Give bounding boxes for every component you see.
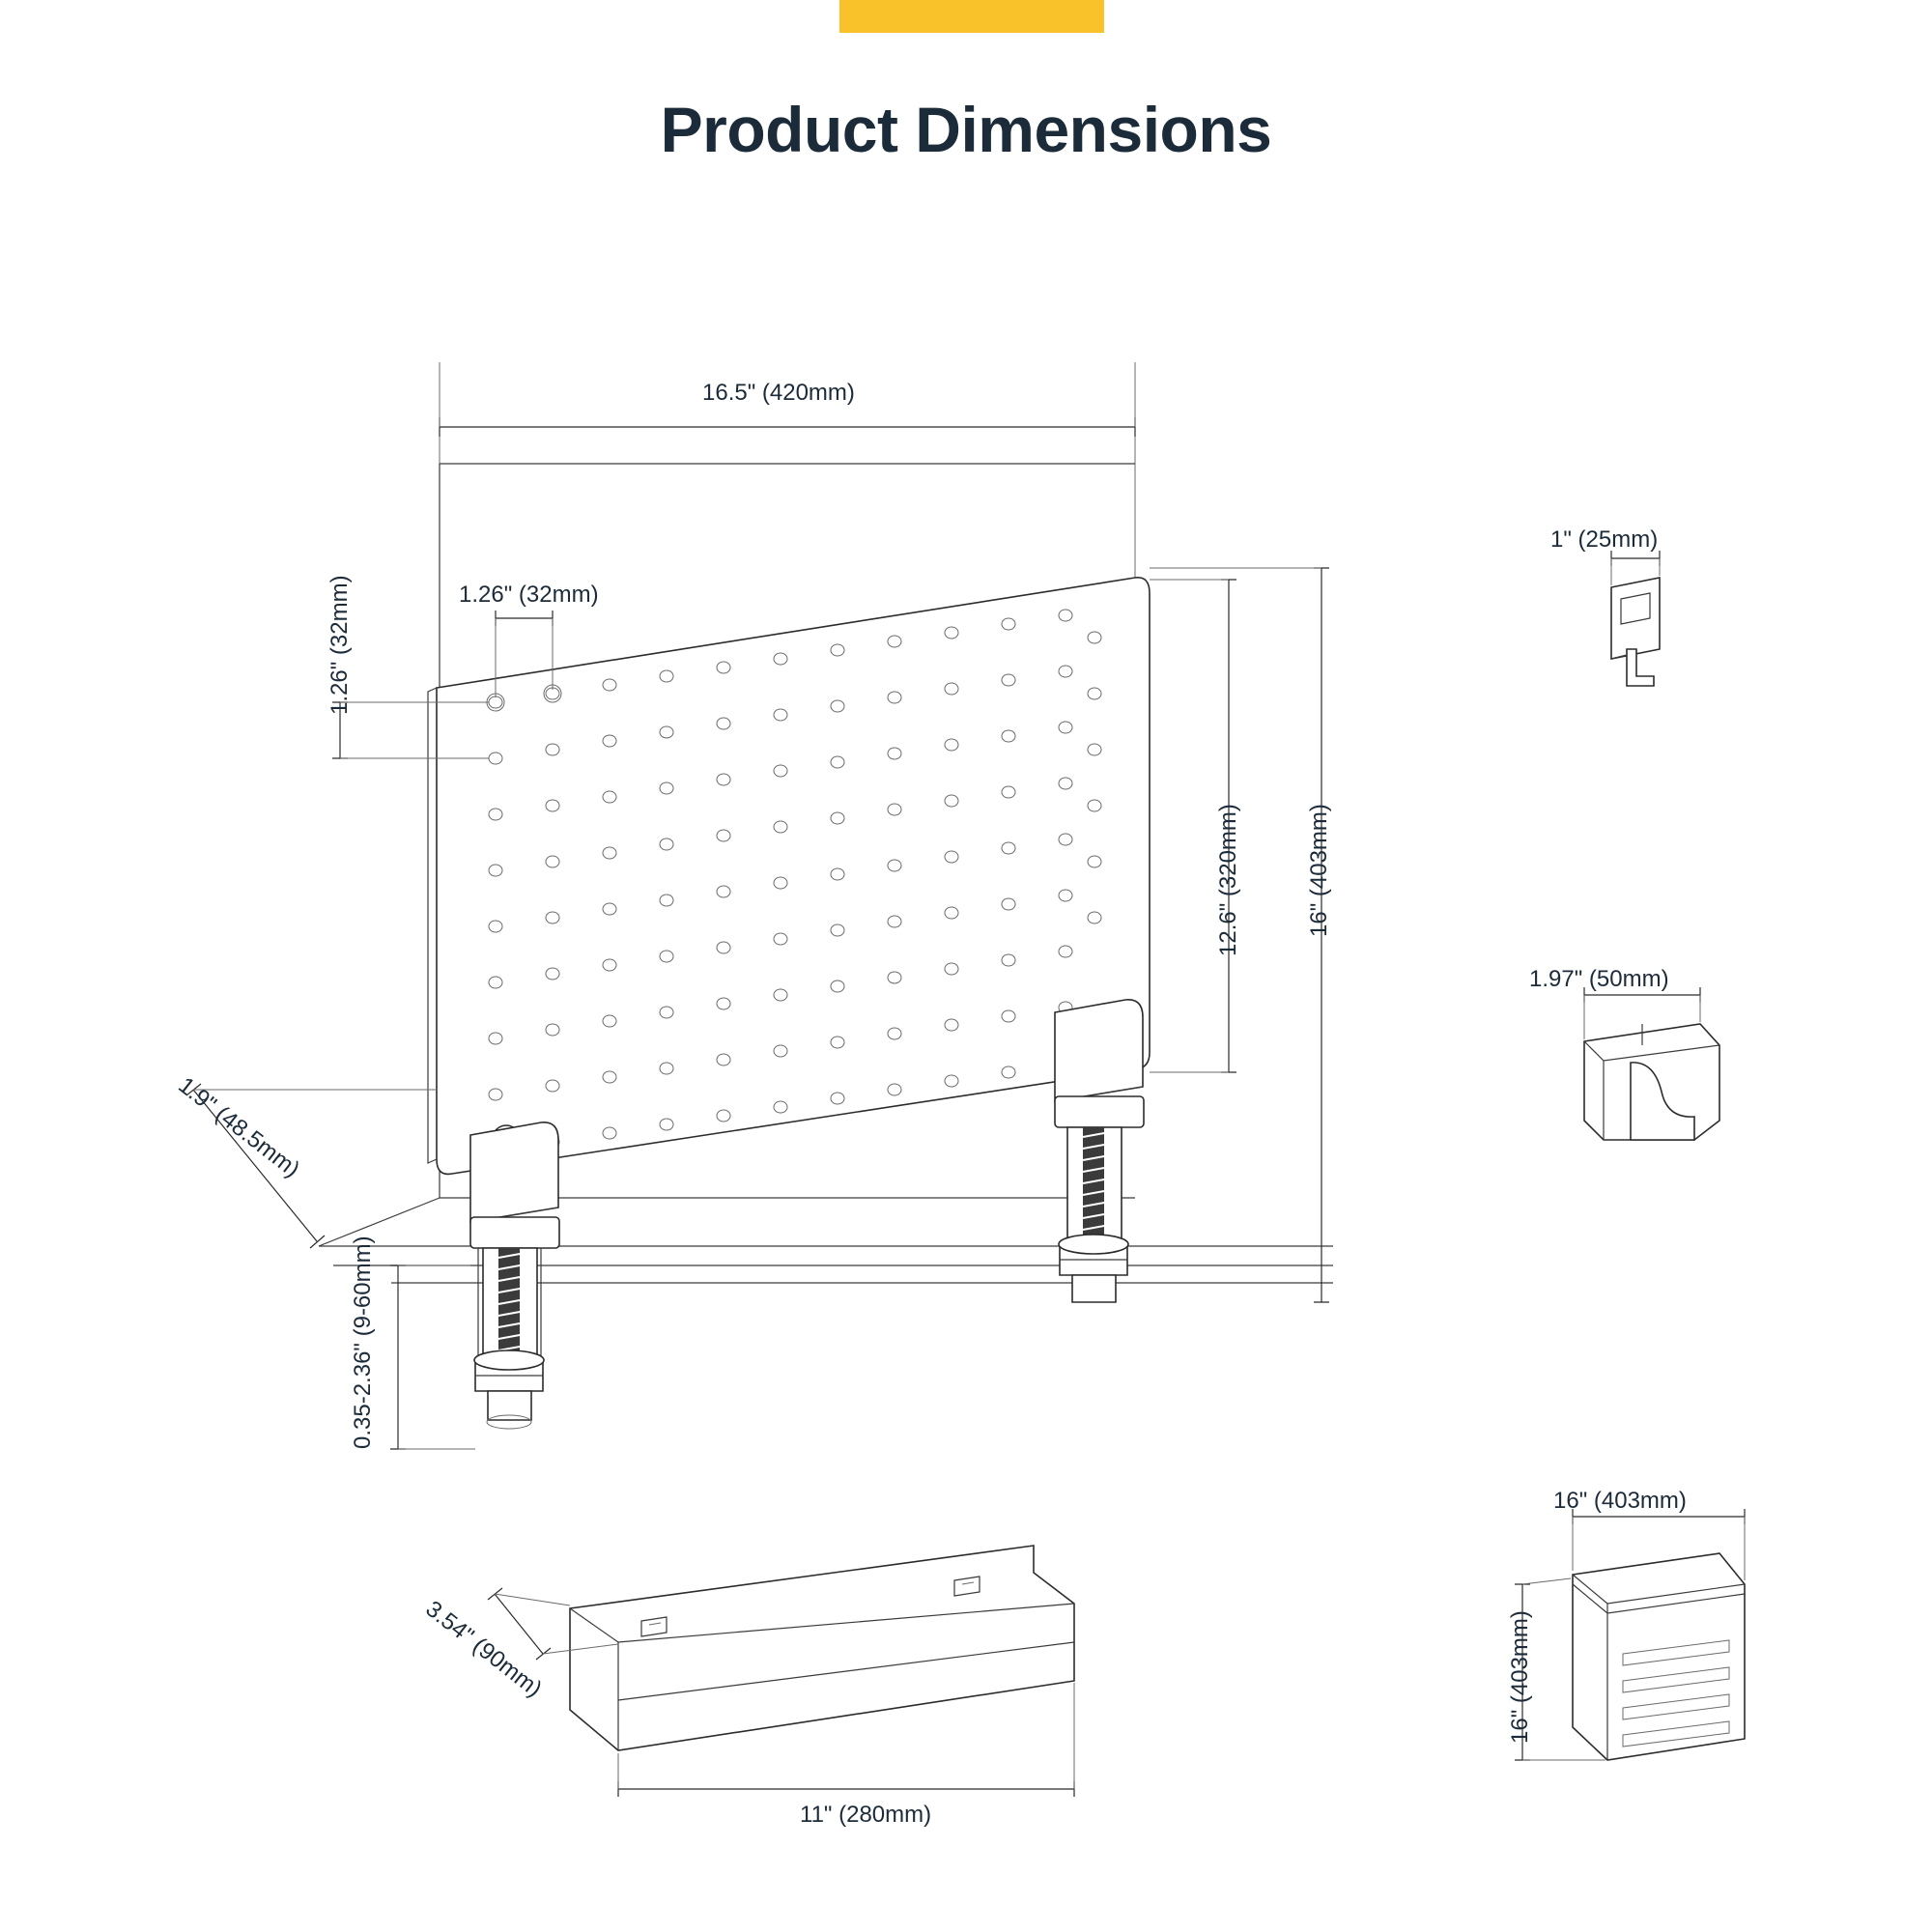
hook-accessory-drawing <box>1611 551 1660 686</box>
page-title: Product Dimensions <box>660 94 1272 165</box>
dim-hole-pitch-vertical: 1.26" (32mm) <box>327 575 353 715</box>
basket-accessory-drawing <box>1515 1509 1745 1760</box>
dim-shelf-depth: 3.54" (90mm) <box>420 1596 547 1703</box>
dim-basket-height: 16" (403mm) <box>1507 1610 1533 1744</box>
headphone-holder-drawing <box>1584 987 1719 1140</box>
shelf-accessory-drawing <box>488 1546 1074 1797</box>
right-clamp <box>1055 1000 1144 1302</box>
dim-panel-width: 16.5" (420mm) <box>702 380 855 406</box>
dim-hook-width: 1" (25mm) <box>1550 526 1659 553</box>
left-clamp <box>470 1122 559 1429</box>
dim-hole-pitch-horizontal: 1.26" (32mm) <box>459 582 599 608</box>
dim-panel-height-board: 12.6" (320mm) <box>1215 804 1241 956</box>
dim-clamp-range: 0.35-2.36" (9-60mm) <box>350 1236 376 1449</box>
dim-holder-width: 1.97" (50mm) <box>1529 966 1669 992</box>
dim-shelf-length: 11" (280mm) <box>800 1802 932 1828</box>
dim-basket-width: 16" (403mm) <box>1553 1488 1687 1514</box>
dim-panel-depth: 1.9" (48.5mm) <box>173 1072 305 1183</box>
dim-panel-height-total: 16" (403mm) <box>1306 804 1332 937</box>
